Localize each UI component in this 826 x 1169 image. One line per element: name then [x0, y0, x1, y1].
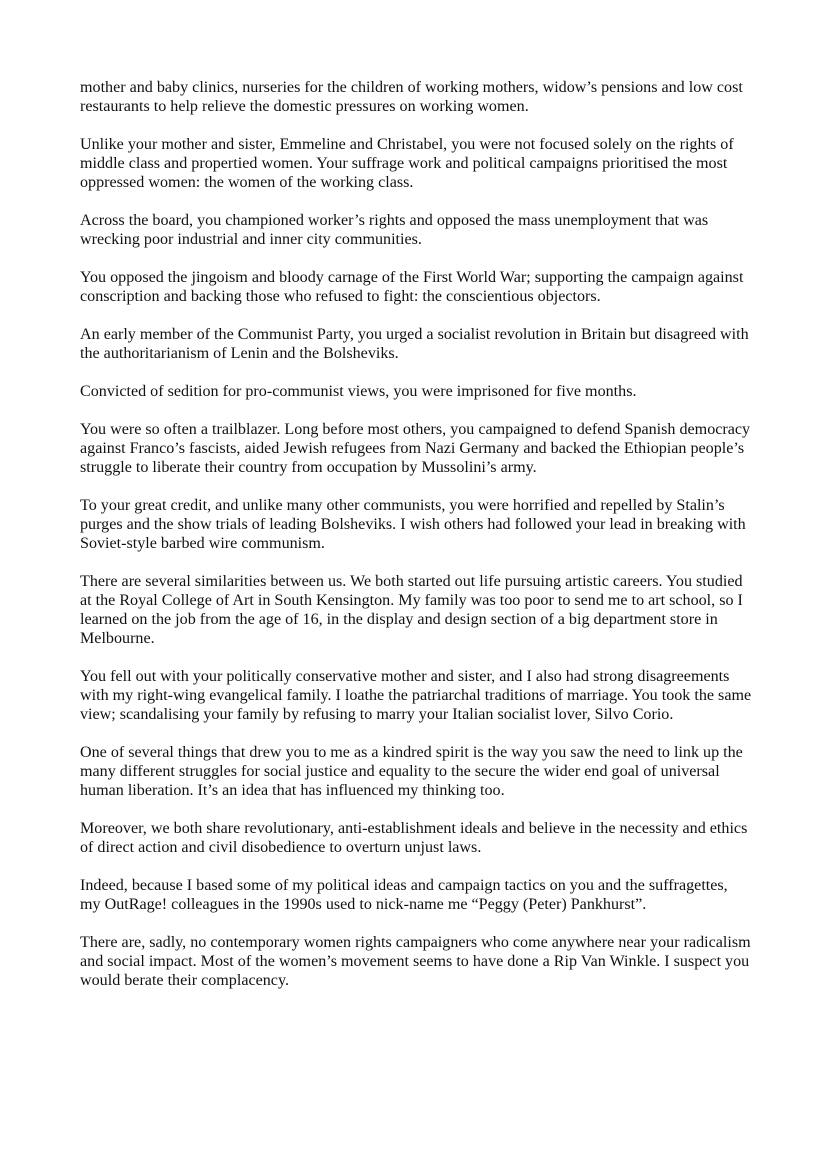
document-page — [80, 78, 752, 1009]
paragraph-similarities: There are several similarities between us. We both started out life pursuing artistic careers. You studied at the Royal College of Art in South Kensington. My family was too poor to send me to art school, so I learned on the job from the age of 16, in the display and design section of a big department store in Melbourne. — [80, 573, 743, 647]
paragraph-trailblazer: You were so often a trailblazer. Long before most others, you campaigned to defend Spanish democracy against Franco’s fascists, aided Jewish refugees from Nazi Germany and backed the Ethiopian people’s struggle to liberate their country from occupation by Mussolini’s army. — [80, 421, 751, 476]
paragraph-revolutionary: Moreover, we both share revolutionary, anti-establishment ideals and believe in the necessity and ethics of direct action and civil disobedience to overturn unjust laws. — [80, 820, 748, 856]
paragraph-mother-sister: Unlike your mother and sister, Emmeline and Christabel, you were not focused solely on the rights of middle class and propertied women. Your suffrage work and political campaigns prioritised the most oppressed women: the women of the working class. — [80, 136, 734, 191]
paragraph-communist-party: An early member of the Communist Party, you urged a socialist revolution in Britain but disagreed with the authoritarianism of Lenin and the Bolsheviks. — [80, 326, 749, 362]
paragraph-kindred-spirit: One of several things that drew you to me as a kindred spirit is the way you saw the need to link up the many different struggles for social justice and equality to the secure the wider end goal of universal human liberation. It’s an idea that has influenced my thinking too. — [80, 744, 743, 799]
paragraph-family: You fell out with your politically conservative mother and sister, and I also had strong disagreements with my right-wing evangelical family. I loathe the patriarchal traditions of marriage. You took the same view; scandalising your family by refusing to marry your Italian socialist lover, Silvo Corio. — [80, 668, 752, 723]
paragraph-nickname: Indeed, because I based some of my political ideas and campaign tactics on you and the suffragettes, my OutRage! colleagues in the 1990s used to nick-name me “Peggy (Peter) Pankhurst”. — [80, 877, 728, 913]
paragraph-clinics: mother and baby clinics, nurseries for the children of working mothers, widow’s pensions and low cost restaurants to help relieve the domestic pressures on working women. — [80, 79, 743, 115]
paragraph-first-world-war: You opposed the jingoism and bloody carnage of the First World War; supporting the campaign against conscription and backing those who refused to fight: the conscientious objectors. — [80, 269, 744, 305]
paragraph-stalin: To your great credit, and unlike many other communists, you were horrified and repelled by Stalin’s purges and the show trials of leading Bolsheviks. I wish others had followed your lead in breaking with Soviet-style barbed wire communism. — [80, 497, 746, 552]
paragraph-contemporary: There are, sadly, no contemporary women rights campaigners who come anywhere near your radicalism and social impact. Most of the women’s movement seems to have done a Rip Van Winkle. I suspect you would berate their complacency. — [80, 934, 751, 989]
paragraph-sedition: Convicted of sedition for pro-communist views, you were imprisoned for five months. — [80, 383, 637, 400]
paragraph-workers-rights: Across the board, you championed worker’s rights and opposed the mass unemployment that was wrecking poor industrial and inner city communities. — [80, 212, 709, 248]
